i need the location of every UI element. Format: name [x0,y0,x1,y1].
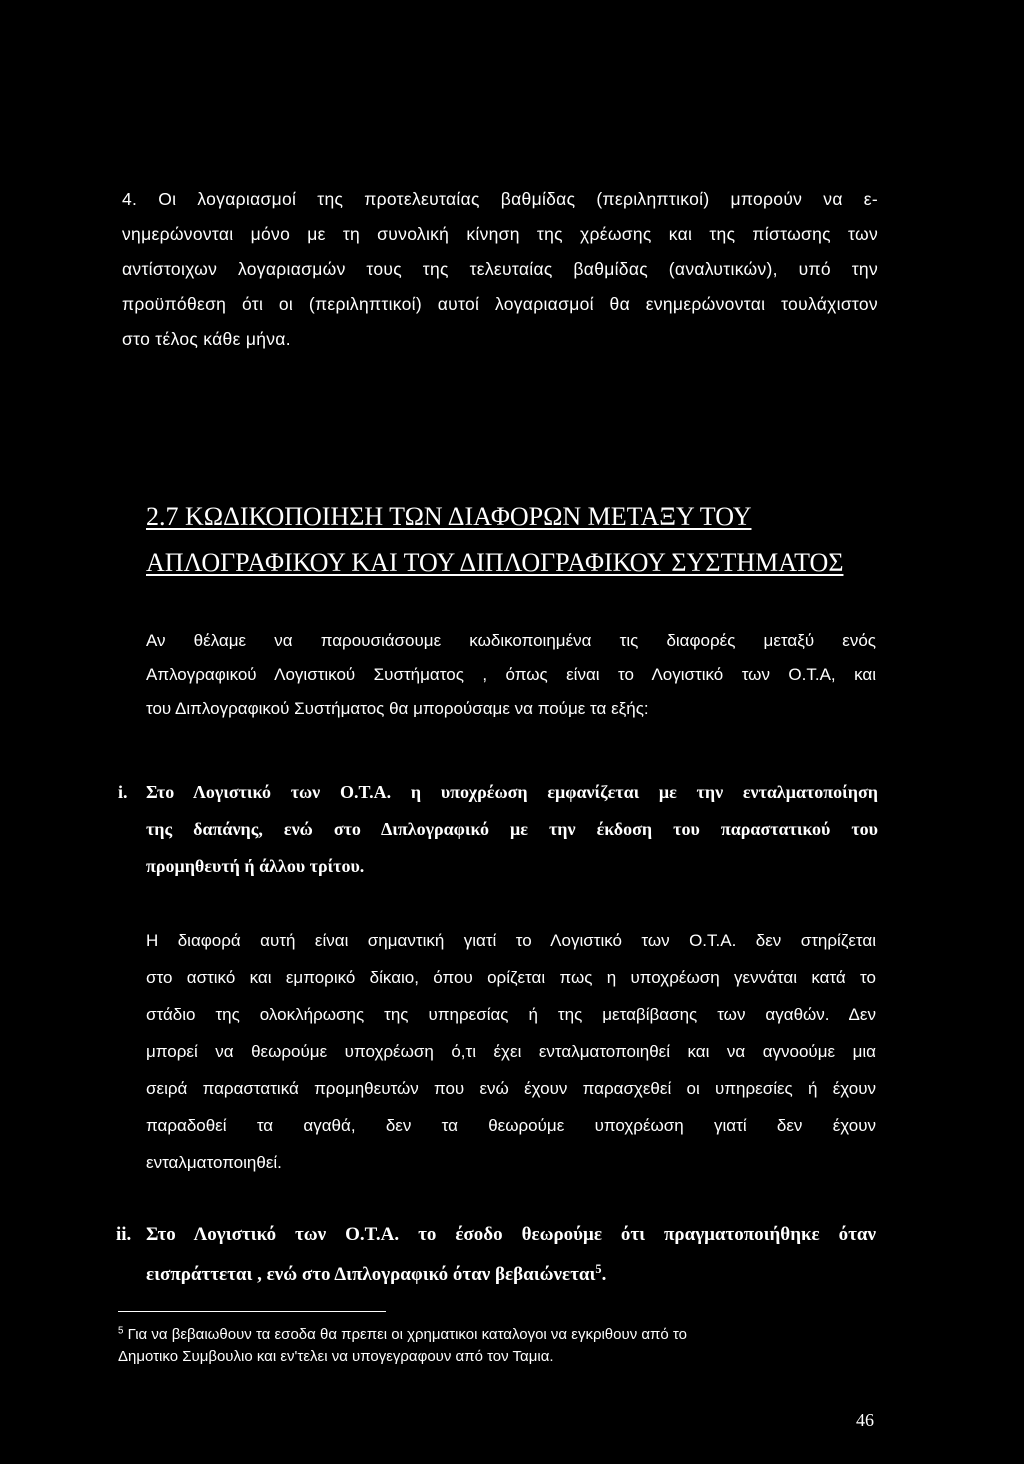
heading-line-1: 2.7 ΚΩΔΙΚΟΠΟΙΗΣΗ ΤΩΝ ΔΙΑΦΟΡΩΝ ΜΕΤΑΞΥ ΤΟΥ [146,502,752,531]
footnote-separator [118,1311,386,1312]
text-line: Αν θέλαμε να παρουσιάσουμε κωδικοποιημένα τις διαφορές μεταξύ ενός [146,631,876,650]
paragraph-point-4 [122,182,878,357]
list-marker-i: i. [118,782,128,802]
list-item-ii [146,1215,876,1295]
intro-paragraph [146,624,876,726]
section-heading [146,494,876,586]
text-line: Στο Λογιστικό των Ο.Τ.Α. η υποχρέωση εμφανίζεται με την ενταλματοποίηση [146,782,878,802]
list-marker-ii: ii. [116,1224,132,1245]
footnote-reference[interactable]: 5 [595,1262,602,1277]
page-number: 46 [856,1410,874,1430]
footnote-number: 5 [118,1325,124,1337]
text-line: μπορεί να θεωρούμε υποχρέωση ό,τι έχει ενταλματοποιηθεί και να αγνοούμε μια [146,1042,876,1061]
text-line: ενταλματοποιηθεί. [146,1153,282,1172]
text-fragment: εισπράττεται , ενώ στο Διπλογραφικό όταν βεβαιώνεται [146,1264,596,1285]
text-line [146,1255,876,1295]
heading-line-2: ΑΠΛΟΓΡΑΦΙΚΟΥ ΚΑΙ ΤΟΥ ΔΙΠΛΟΓΡΑΦΙΚΟΥ ΣΥΣΤΗΜΑΤΟΣ [146,548,844,577]
text-line: προμηθευτή ή άλλου τρίτου. [146,856,365,876]
text-line: του Διπλογραφικού Συστήματος θα μπορούσαμε να πούμε τα εξής: [146,699,649,718]
text-line: Στο Λογιστικό των Ο.Τ.Α. το έσοδο θεωρούμε ότι πραγματοποιήθηκε όταν [146,1224,876,1245]
text-line: στο αστικό και εμπορικό δίκαιο, όπου ορίζεται πως η υποχρέωση γεννάται κατά το [146,968,876,987]
text-line: Η διαφορά αυτή είναι σημαντική γιατί το Λογιστικό των Ο.Τ.Α. δεν στηρίζεται [146,931,876,950]
text-line: 4. Οι λογαριασμοί της προτελευταίας βαθμίδας (περιληπτικοί) μπορούν να ε- [122,189,878,209]
text-line: στο τέλος κάθε μήνα. [122,329,291,349]
text-line: παραδοθεί τα αγαθά, δεν τα θεωρούμε υποχρέωση γιατί δεν έχουν [146,1116,876,1135]
text-line: αντίστοιχων λογαριασμών τους της τελευταίας βαθμίδας (αναλυτικών), υπό την [122,259,878,279]
text-line: της δαπάνης, ενώ στο Διπλογραφικό με την έκδοση του παραστατικού του [146,819,878,839]
footnote-line-1 [118,1324,878,1346]
footnote [118,1324,878,1368]
text-line: προϋπόθεση ότι οι (περιληπτικοί) αυτοί λογαριασμοί θα ενημερώνονται τουλάχιστον [122,294,878,314]
text-line: σειρά παραστατικά προμηθευτών που ενώ έχουν παρασχεθεί οι υπηρεσίες ή έχουν [146,1079,876,1098]
list-item-i [146,774,878,885]
text-fragment: Για να βεβαιωθουν τα εσοδα θα πρεπει οι χρηματικοι καταλογοι να εγκριθουν από το [123,1326,687,1343]
text-line: στάδιο της ολοκλήρωσης της υπηρεσίας ή της μεταβίβασης των αγαθών. Δεν [146,1005,876,1024]
footnote-line-2: Δημοτικο Συμβουλιο και εν'τελει να υπογεγραφουν από τον Ταμια. [118,1348,554,1365]
text-fragment: . [601,1264,607,1285]
explanation-paragraph [146,922,876,1181]
text-line: Απλογραφικού Λογιστικού Συστήματος , όπως είναι το Λογιστικό των Ο.Τ.Α, και [146,665,876,684]
text-line: νημερώνονται μόνο με τη συνολική κίνηση της χρέωσης και της πίστωσης των [122,224,878,244]
